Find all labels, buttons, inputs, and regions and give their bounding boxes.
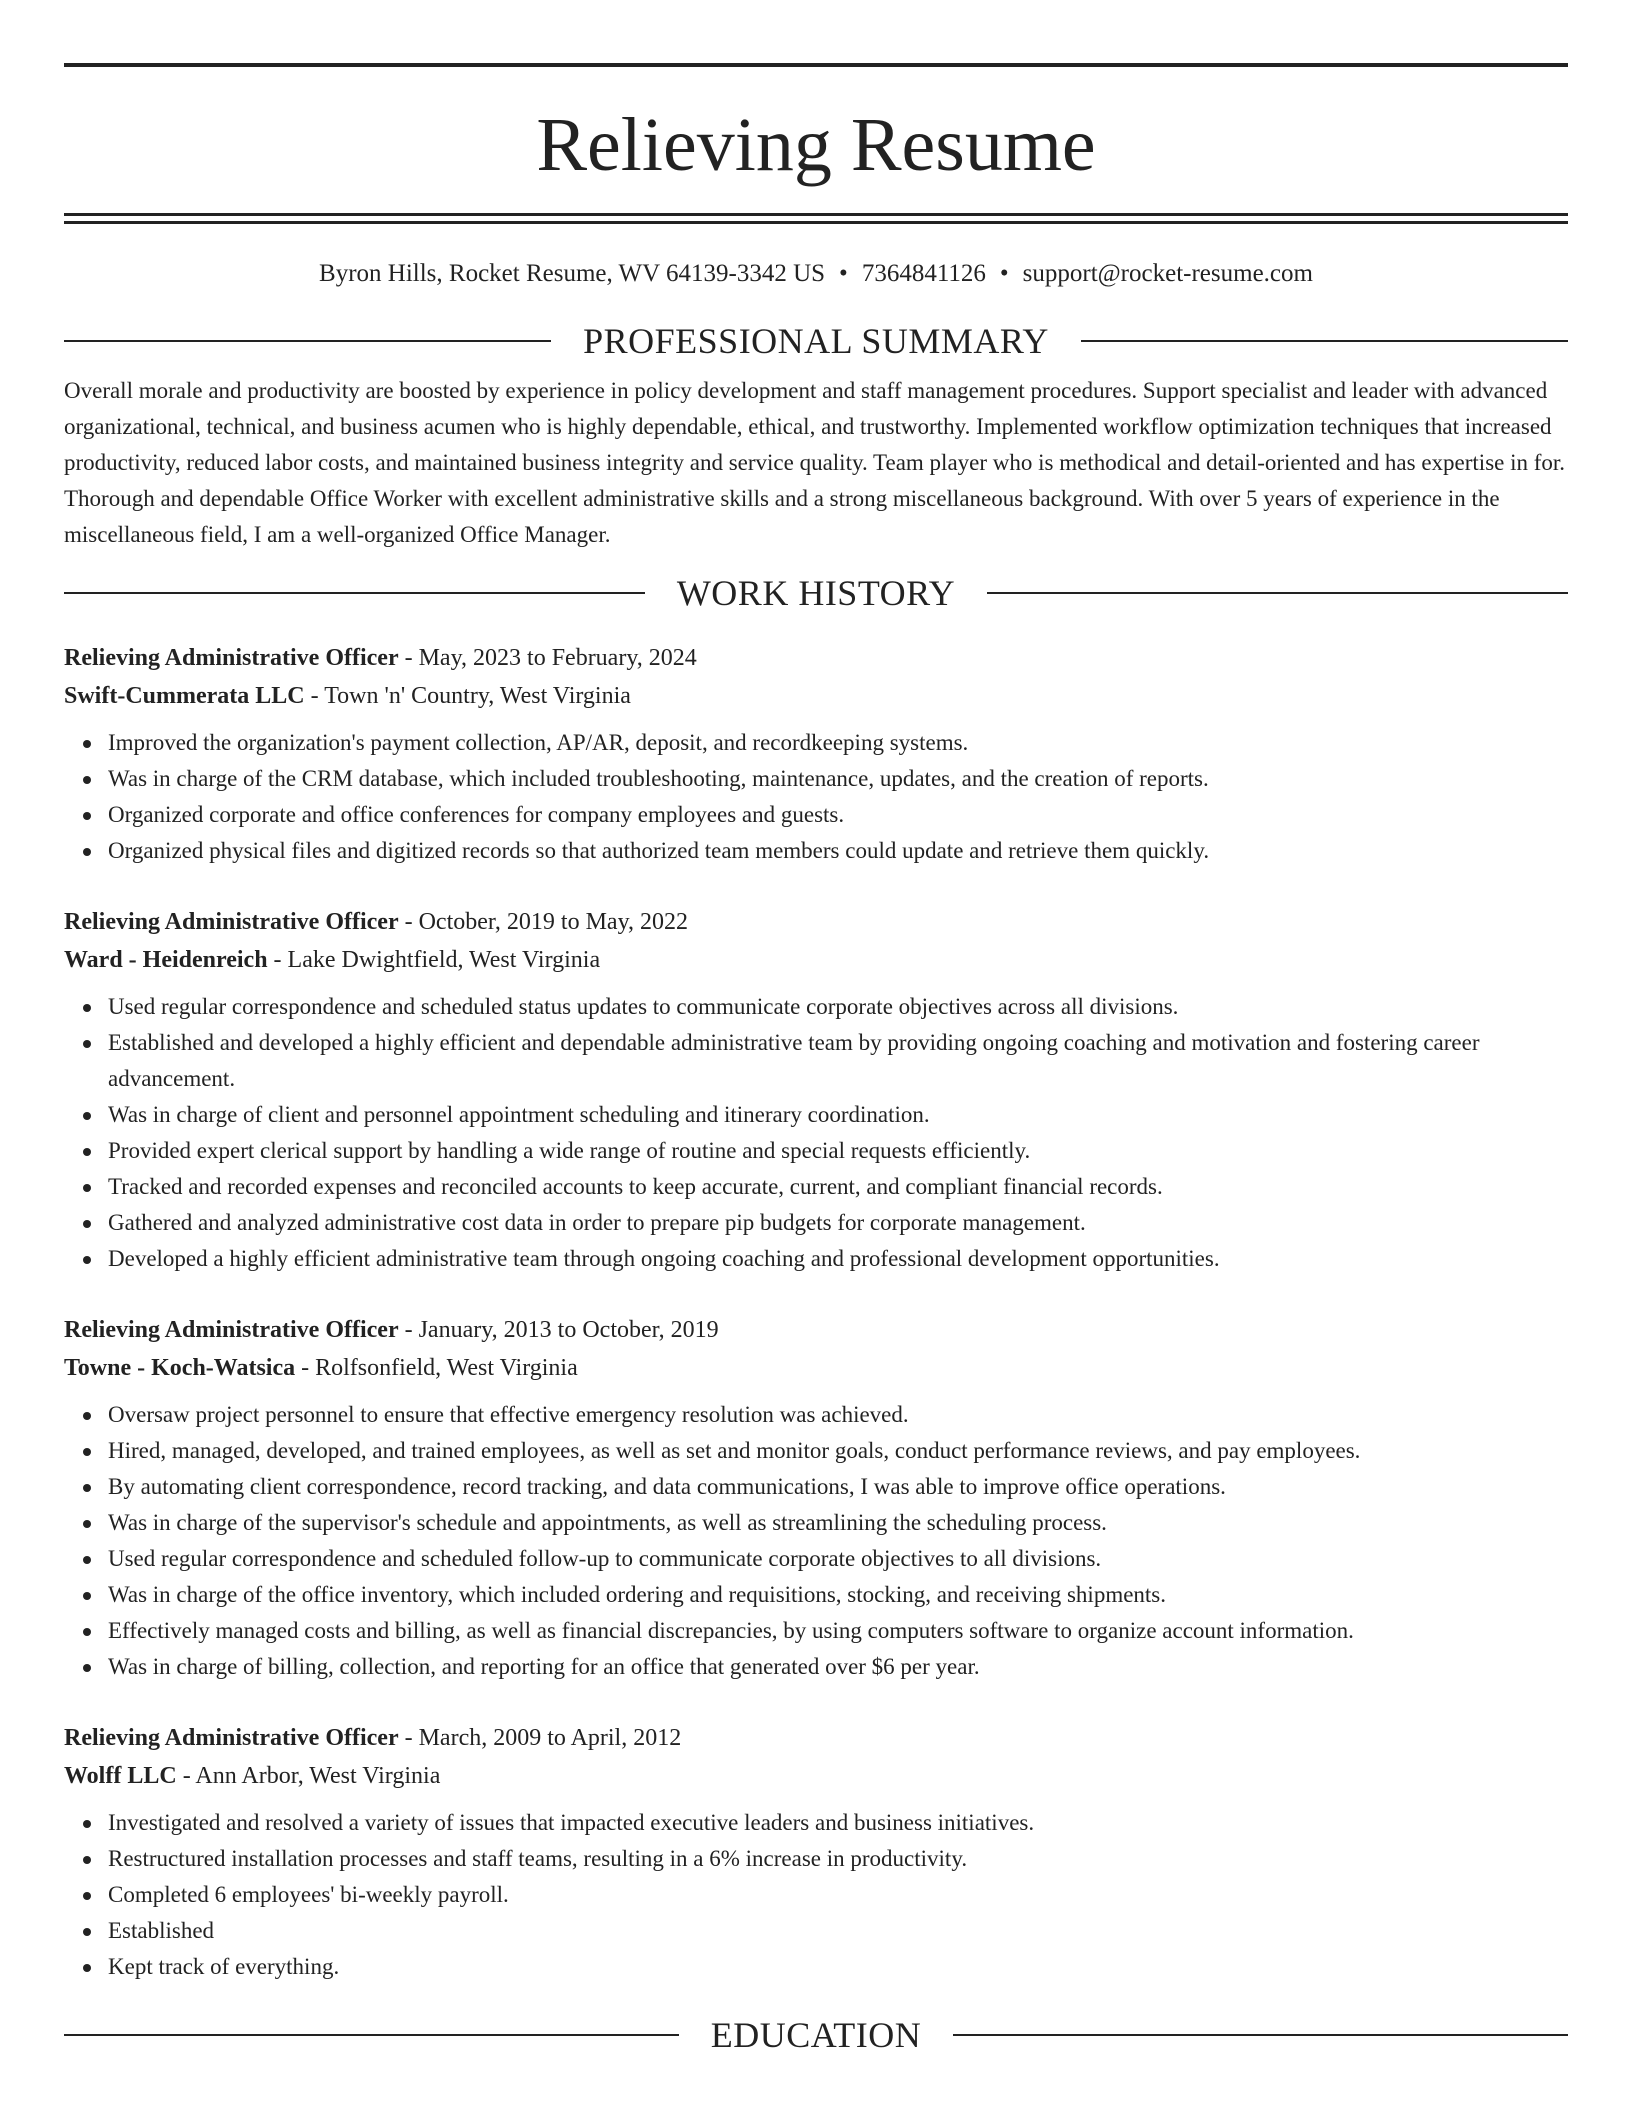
bullet-item: Completed 6 employees' bi-weekly payroll. [108, 1877, 1568, 1913]
bullet-item: Established [108, 1913, 1568, 1949]
job-title: Relieving Administrative Officer [64, 909, 399, 935]
contact-email: support@rocket-resume.com [1022, 260, 1313, 287]
job-company: Ward - Heidenreich [64, 947, 268, 973]
job-company: Swift-Cummerata LLC [64, 683, 305, 709]
job-title: Relieving Administrative Officer [64, 1725, 399, 1751]
job-company: Wolff LLC [64, 1763, 177, 1789]
bullet-item: Established and developed a highly efficient and dependable administrative team by providing ongoing coaching and motivation and fostering career advancement. [108, 1025, 1568, 1097]
section-heading-education [64, 2015, 1568, 2055]
job-title: Relieving Administrative Officer [64, 645, 399, 671]
job-company: Towne - Koch-Watsica [64, 1355, 296, 1381]
section-title: PROFESSIONAL SUMMARY [583, 321, 1049, 361]
bullet-item: Was in charge of the office inventory, which included ordering and requisitions, stocking, and receiving shipments. [108, 1577, 1568, 1613]
job-company-line [64, 1757, 1568, 1795]
job-title-line [64, 1719, 1568, 1757]
contact-separator: • [999, 260, 1009, 287]
job-bullets [64, 725, 1568, 869]
resume-header [64, 63, 1568, 224]
job-location: - Ann Arbor, West Virginia [176, 1763, 441, 1789]
bullet-item: Was in charge of billing, collection, and reporting for an office that generated over $6 per year. [108, 1649, 1568, 1685]
section-heading-summary [64, 321, 1568, 361]
bullet-item: Was in charge of the CRM database, which included troubleshooting, maintenance, updates, and the creation of reports. [108, 761, 1568, 797]
contact-line [64, 259, 1568, 289]
job-location: - Lake Dwightfield, West Virginia [267, 947, 601, 973]
bullet-item: Restructured installation processes and staff teams, resulting in a 6% increase in productivity. [108, 1841, 1568, 1877]
resume-page [64, 0, 1568, 2055]
job-title-line [64, 639, 1568, 677]
summary-text: Overall morale and productivity are boosted by experience in policy development and staff management procedures. Support specialist and leader with advanced organizational, technical, and business acumen who is highly dependable, ethical, and trustworthy. Implemented workflow optimization techniques that increased productivity, reduced labor costs, and maintained business integrity and service quality. Team player who is methodical and detail-oriented and has expertise in for. Thorough and dependable Office Worker with excellent administrative skills and a strong miscellaneous background. With over 5 years of experience in the miscellaneous field, I am a well-organized Office Manager. [64, 378, 1566, 547]
bullet-item: Effectively managed costs and billing, as well as financial discrepancies, by using computers software to organize account information. [108, 1613, 1568, 1649]
job-entry [64, 1311, 1568, 1685]
job-dates: - January, 2013 to October, 2019 [398, 1317, 719, 1343]
section-title: WORK HISTORY [676, 573, 956, 613]
job-title-line [64, 1311, 1568, 1349]
bullet-item: Tracked and recorded expenses and reconciled accounts to keep accurate, current, and compliant financial records. [108, 1169, 1568, 1205]
job-dates: - March, 2009 to April, 2012 [398, 1725, 682, 1751]
section-heading-work [64, 573, 1568, 613]
job-dates: - October, 2019 to May, 2022 [398, 909, 689, 935]
heading-rule [64, 592, 645, 594]
bullet-item: Used regular correspondence and scheduled follow-up to communicate corporate objectives to all divisions. [108, 1541, 1568, 1577]
bullet-item: Was in charge of client and personnel appointment scheduling and itinerary coordination. [108, 1097, 1568, 1133]
bullet-item: Kept track of everything. [108, 1949, 1568, 1985]
job-entry [64, 903, 1568, 1277]
bullet-item: Was in charge of the supervisor's schedule and appointments, as well as streamlining the scheduling process. [108, 1505, 1568, 1541]
job-bullets [64, 1397, 1568, 1685]
job-location: - Town 'n' Country, West Virginia [304, 683, 631, 709]
bullet-item: Organized physical files and digitized records so that authorized team members could update and retrieve them quickly. [108, 833, 1568, 869]
job-bullets [64, 1805, 1568, 1985]
bullet-item: Gathered and analyzed administrative cost data in order to prepare pip budgets for corporate management. [108, 1205, 1568, 1241]
job-entry [64, 639, 1568, 869]
job-title: Relieving Administrative Officer [64, 1317, 399, 1343]
heading-rule [64, 340, 551, 342]
bullet-item: Improved the organization's payment collection, AP/AR, deposit, and recordkeeping systems. [108, 725, 1568, 761]
job-dates: - May, 2023 to February, 2024 [398, 645, 697, 671]
job-entry [64, 1719, 1568, 1985]
heading-rule [953, 2034, 1568, 2036]
heading-rule [987, 592, 1568, 594]
job-location: - Rolfsonfield, West Virginia [295, 1355, 578, 1381]
heading-rule [64, 2034, 679, 2036]
contact-separator: • [839, 260, 848, 287]
work-history-list [64, 639, 1568, 1985]
bullet-item: Used regular correspondence and scheduled status updates to communicate corporate objectives across all divisions. [108, 989, 1568, 1025]
header-divider [64, 213, 1568, 224]
contact-address: Byron Hills, Rocket Resume, WV 64139-3342 US [319, 260, 826, 287]
resume-name: Relieving Resume [536, 103, 1096, 187]
job-company-line [64, 1349, 1568, 1387]
contact-phone: 7364841126 [861, 260, 986, 287]
bullet-item: Investigated and resolved a variety of issues that impacted executive leaders and business initiatives. [108, 1805, 1568, 1841]
bullet-item: Oversaw project personnel to ensure that effective emergency resolution was achieved. [108, 1397, 1568, 1433]
job-company-line [64, 941, 1568, 979]
section-title: EDUCATION [710, 2015, 922, 2055]
bullet-item: Hired, managed, developed, and trained employees, as well as set and monitor goals, conduct performance reviews, and pay employees. [108, 1433, 1568, 1469]
job-company-line [64, 677, 1568, 715]
bullet-item: Developed a highly efficient administrative team through ongoing coaching and professional development opportunities. [108, 1241, 1568, 1277]
job-bullets [64, 989, 1568, 1277]
heading-rule [1081, 340, 1568, 342]
bullet-item: By automating client correspondence, record tracking, and data communications, I was able to improve office operations. [108, 1469, 1568, 1505]
bullet-item: Provided expert clerical support by handling a wide range of routine and special requests efficiently. [108, 1133, 1568, 1169]
job-title-line [64, 903, 1568, 941]
bullet-item: Organized corporate and office conferences for company employees and guests. [108, 797, 1568, 833]
